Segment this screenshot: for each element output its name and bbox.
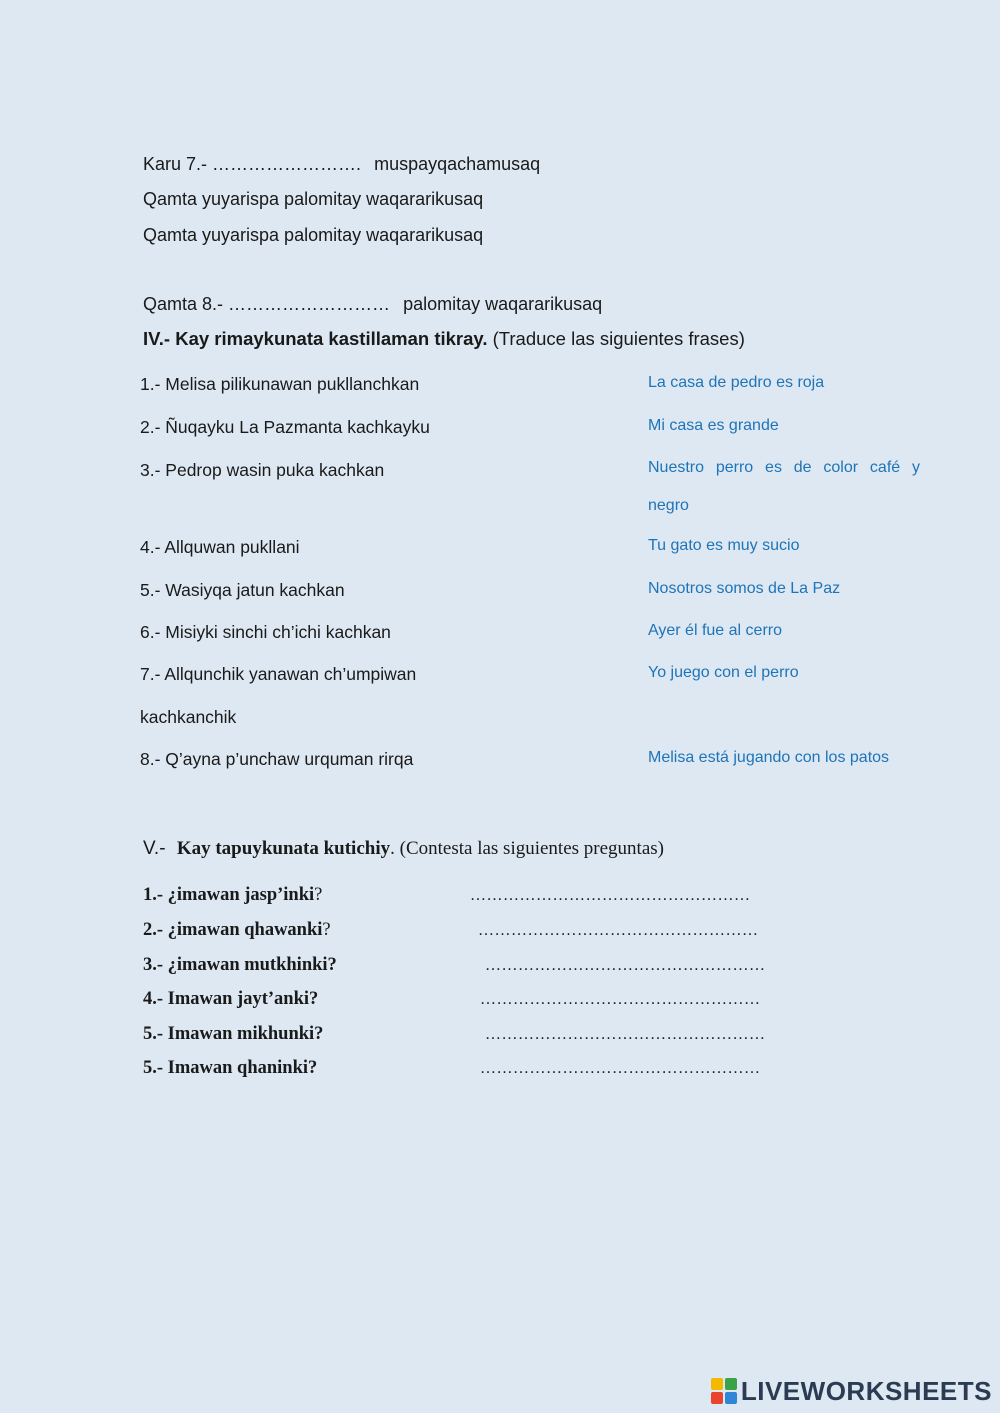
section-iv-note: (Traduce las siguientes frases): [492, 328, 745, 349]
section-iv-heading: [143, 328, 745, 350]
question-2-mark: ?: [322, 920, 331, 940]
answer-blank-4[interactable]: ……………………………………………: [480, 991, 761, 1008]
question-6-text: 5.- Imawan qhaninki?: [143, 1058, 318, 1078]
verse-line-2: Qamta yuyarispa palomitay waqararikusaq: [143, 225, 484, 245]
karu-7-word: muspayqachamusaq: [374, 154, 541, 174]
quechua-sentence-5: 5.- Wasiyqa jatun kachkan: [140, 580, 345, 600]
question-6: [143, 1058, 317, 1079]
section-v-note: . (Contesta las siguientes preguntas): [390, 838, 664, 859]
answer-option-8[interactable]: Melisa está jugando con los patos: [648, 749, 890, 766]
question-3: [143, 955, 337, 976]
karu-7-blank[interactable]: …………………….: [212, 154, 362, 174]
question-4-text: 4.- Imawan jayt’anki?: [143, 989, 319, 1009]
answer-blank-3[interactable]: ……………………………………………: [485, 957, 766, 974]
quechua-sentence-2: 2.- Ñuqayku La Pazmanta kachkayku: [140, 417, 430, 437]
quechua-sentence-6: 6.- Misiyki sinchi ch’ichi kachkan: [140, 622, 391, 642]
qamta-8-blank[interactable]: ………………………: [228, 294, 391, 314]
brand-text: LIVEWORKSHEETS: [740, 1375, 992, 1406]
answer-option-2[interactable]: Mi casa es grande: [648, 417, 779, 434]
qamta-8-line: [143, 294, 602, 315]
quechua-sentence-1: 1.- Melisa pilikunawan pukllanchkan: [140, 374, 420, 394]
answer-option-7[interactable]: Yo juego con el perro: [648, 664, 799, 681]
logo-square-2: [725, 1378, 737, 1390]
karu-7-line: [143, 154, 540, 175]
answer-option-5[interactable]: Nosotros somos de La Paz: [648, 580, 841, 597]
answer-option-6[interactable]: Ayer él fue al cerro: [648, 622, 782, 639]
question-1-text: 1.- ¿imawan jasp’inki: [143, 885, 315, 905]
qamta-8-word: palomitay waqararikusaq: [403, 294, 603, 314]
question-3-text: 3.- ¿imawan mutkhinki?: [143, 955, 337, 975]
section-iv-title: IV.- Kay rimaykunata kastillaman tikray.: [143, 328, 488, 349]
logo-square-3: [711, 1392, 723, 1404]
question-5-text: 5.- Imawan mikhunki?: [143, 1024, 324, 1044]
answer-blank-6[interactable]: ……………………………………………: [480, 1060, 761, 1077]
liveworksheets-logo-icon: [711, 1378, 737, 1404]
answer-option-1[interactable]: La casa de pedro es roja: [648, 374, 825, 391]
answer-option-4[interactable]: Tu gato es muy sucio: [648, 537, 800, 554]
answer-blank-1[interactable]: ……………………………………………: [470, 887, 751, 904]
quechua-sentence-4: 4.- Allquwan pukllani: [140, 537, 300, 557]
answer-blank-2[interactable]: ……………………………………………: [478, 922, 759, 939]
question-4: [143, 989, 318, 1010]
question-1: [143, 885, 322, 906]
question-2-text: 2.- ¿imawan qhawanki: [143, 920, 323, 940]
quechua-sentence-7-cont: kachkanchik: [140, 707, 237, 727]
question-5: [143, 1024, 323, 1045]
question-1-mark: ?: [314, 885, 323, 905]
quechua-sentence-3: 3.- Pedrop wasin puka kachkan: [140, 460, 385, 480]
karu-7-label: Karu 7.-: [143, 154, 208, 174]
section-v-number: V.-: [143, 838, 166, 859]
qamta-8-label: Qamta 8.-: [143, 294, 224, 314]
answer-option-3[interactable]: Nuestro perro es de color café y negro: [648, 459, 920, 514]
question-2: [143, 920, 331, 941]
liveworksheets-brand: [711, 1375, 992, 1407]
logo-square-1: [711, 1378, 723, 1390]
section-v-heading: [143, 838, 664, 860]
logo-square-4: [725, 1392, 737, 1404]
verse-line-1: Qamta yuyarispa palomitay waqararikusaq: [143, 189, 484, 209]
quechua-sentence-7: 7.- Allqunchik yanawan ch’umpiwan: [140, 664, 417, 684]
section-v-title: Kay tapuykunata kutichiy: [176, 838, 391, 859]
quechua-sentence-8: 8.- Q’ayna p’unchaw urquman rirqa: [140, 749, 414, 769]
answer-blank-5[interactable]: ……………………………………………: [485, 1026, 766, 1043]
